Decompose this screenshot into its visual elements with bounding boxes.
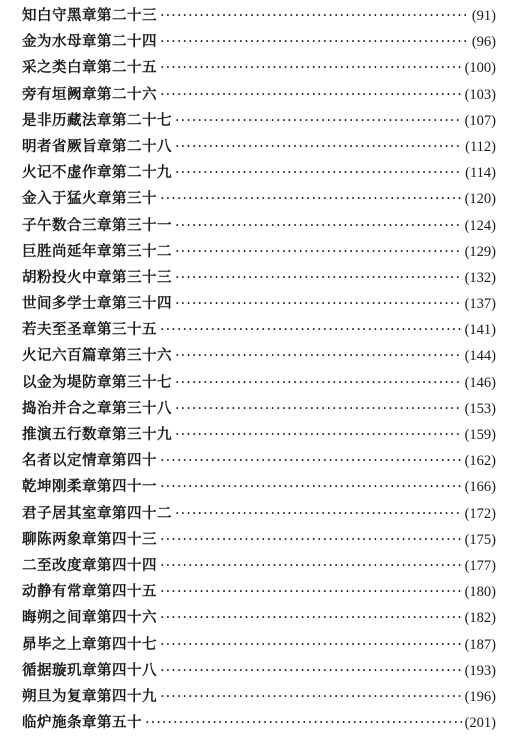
toc-entry[interactable]	[22, 475, 496, 501]
toc-entry[interactable]	[22, 292, 496, 318]
toc-entry-title: 火记不虚作章第二十九	[22, 164, 172, 182]
toc-entry[interactable]	[22, 606, 496, 632]
toc-entry-page-number: (103)	[464, 86, 496, 103]
dot-leader	[175, 348, 462, 364]
toc-entry-title: 旁有垣阙章第二十六	[22, 85, 157, 103]
toc-entry-page-number: (141)	[464, 322, 496, 339]
dot-leader	[175, 506, 462, 522]
toc-entry[interactable]	[22, 318, 496, 344]
toc-entry-page-number: (107)	[464, 112, 496, 129]
toc-entry[interactable]	[22, 659, 496, 685]
toc-entry[interactable]	[22, 56, 496, 82]
toc-entry[interactable]	[22, 214, 496, 240]
toc-entry-title: 推演五行数章第三十九	[22, 426, 172, 443]
toc-entry-title: 乾坤刚柔章第四十一	[22, 478, 157, 496]
toc-entry-title: 若夫至圣章第三十五	[22, 321, 157, 339]
toc-entry-page-number: (153)	[464, 400, 496, 417]
toc-entry-page-number: (132)	[464, 269, 496, 286]
toc-entry-title: 昴毕之上章第四十七	[22, 635, 157, 653]
toc-entry[interactable]	[22, 187, 496, 213]
dot-leader	[175, 139, 462, 155]
toc-entry-page-number: (201)	[464, 715, 496, 732]
toc-entry[interactable]	[22, 266, 496, 292]
toc-entry-page-number: (159)	[464, 427, 496, 443]
toc-entry-title: 胡粉投火中章第三十三	[22, 268, 172, 286]
toc-entry-page-number: (193)	[464, 662, 496, 679]
dot-leader	[160, 610, 462, 626]
toc-entry[interactable]	[22, 109, 496, 135]
toc-entry-title: 世间多学士章第三十四	[22, 295, 172, 313]
toc-entry[interactable]	[22, 83, 496, 109]
toc-entry-title: 临炉施条章第五十	[22, 714, 142, 732]
toc-entry-page-number: (146)	[464, 374, 496, 391]
toc-entry-page-number: (166)	[464, 479, 496, 496]
toc-entry-page-number: (91)	[471, 8, 496, 24]
toc-entry-page-number: (96)	[471, 34, 496, 51]
toc-entry-page-number: (100)	[464, 60, 496, 77]
dot-leader	[160, 34, 469, 50]
toc-entry-title: 巨胜尚延年章第三十二	[22, 242, 172, 260]
toc-entry-title: 金为水母章第二十四	[22, 33, 157, 51]
toc-entry-title: 名者以定情章第四十	[22, 452, 157, 470]
toc-entry[interactable]	[22, 528, 496, 554]
toc-entry-title: 朔旦为复章第四十九	[22, 687, 157, 705]
toc-entry-page-number: (144)	[464, 348, 496, 365]
toc-entry-title: 循据璇玑章第四十八	[22, 661, 157, 679]
dot-leader	[160, 8, 469, 24]
toc-entry-title: 是非历藏法章第二十七	[22, 111, 172, 129]
dot-leader	[160, 453, 462, 469]
toc-entry[interactable]	[22, 685, 496, 711]
dot-leader	[175, 113, 462, 129]
toc-entry[interactable]	[22, 502, 496, 528]
toc-entry[interactable]	[22, 161, 496, 187]
toc-entry-page-number: (196)	[464, 688, 496, 705]
dot-leader	[175, 218, 462, 234]
toc-entry[interactable]	[22, 135, 496, 161]
toc-entry-page-number: (172)	[464, 505, 496, 522]
dot-leader	[160, 689, 462, 705]
dot-leader	[160, 558, 462, 574]
toc-entry[interactable]	[22, 554, 496, 580]
dot-leader	[175, 165, 462, 181]
dot-leader	[175, 375, 462, 391]
toc-entry-title: 火记六百篇章第三十六	[22, 347, 172, 365]
toc-entry-title: 动静有常章第四十五	[22, 583, 157, 601]
toc-entry[interactable]	[22, 580, 496, 606]
toc-entry[interactable]	[22, 240, 496, 266]
toc-entry[interactable]	[22, 4, 496, 30]
dot-leader	[160, 637, 462, 653]
dot-leader	[175, 401, 462, 417]
toc-entry-page-number: (180)	[464, 584, 496, 601]
toc-entry-title: 聊陈两象章第四十三	[22, 530, 157, 548]
toc-entry-page-number: (112)	[465, 138, 496, 155]
dot-leader	[145, 715, 462, 731]
toc-entry[interactable]	[22, 397, 496, 423]
toc-entry-page-number: (187)	[464, 636, 496, 653]
toc-entry-page-number: (120)	[464, 191, 496, 208]
toc-entry[interactable]	[22, 711, 496, 737]
toc-entry-page-number: (137)	[464, 296, 496, 313]
toc-entry[interactable]	[22, 423, 496, 449]
toc-entry-page-number: (182)	[464, 610, 496, 627]
toc-entry-page-number: (124)	[464, 217, 496, 234]
toc-entry[interactable]	[22, 30, 496, 56]
toc-entry-page-number: (129)	[464, 243, 496, 260]
dot-leader	[175, 270, 462, 286]
toc-entry-title: 金入于猛火章第三十	[22, 190, 157, 208]
toc-entry-title: 二至改度章第四十四	[22, 556, 157, 574]
toc-entry[interactable]	[22, 449, 496, 475]
toc-entry-page-number: (114)	[465, 165, 496, 182]
toc-entry-title: 君子居其室章第四十二	[22, 504, 172, 522]
toc-entry-page-number: (177)	[464, 557, 496, 574]
table-of-contents	[22, 4, 496, 737]
dot-leader	[175, 296, 462, 312]
toc-entry-page-number: (175)	[464, 531, 496, 548]
toc-entry-title: 采之类白章第二十五	[22, 59, 157, 77]
dot-leader	[160, 191, 462, 207]
toc-entry-title: 捣治并合之章第三十八	[22, 399, 172, 417]
dot-leader	[175, 244, 462, 260]
dot-leader	[160, 87, 462, 103]
toc-entry-title: 明者省厥旨章第二十八	[22, 137, 172, 155]
toc-entry-title: 以金为堤防章第三十七	[22, 373, 172, 391]
dot-leader	[160, 479, 462, 495]
dot-leader	[160, 322, 462, 338]
dot-leader	[160, 663, 462, 679]
toc-entry[interactable]	[22, 371, 496, 397]
dot-leader	[160, 60, 462, 76]
toc-entry-title: 晦朔之间章第四十六	[22, 609, 157, 627]
dot-leader	[175, 427, 462, 443]
toc-entry-title: 知白守黑章第二十三	[22, 7, 157, 24]
dot-leader	[160, 584, 462, 600]
toc-entry[interactable]	[22, 344, 496, 370]
toc-entry-page-number: (162)	[464, 453, 496, 470]
toc-entry[interactable]	[22, 633, 496, 659]
toc-entry-title: 子午数合三章第三十一	[22, 216, 172, 234]
dot-leader	[160, 532, 462, 548]
